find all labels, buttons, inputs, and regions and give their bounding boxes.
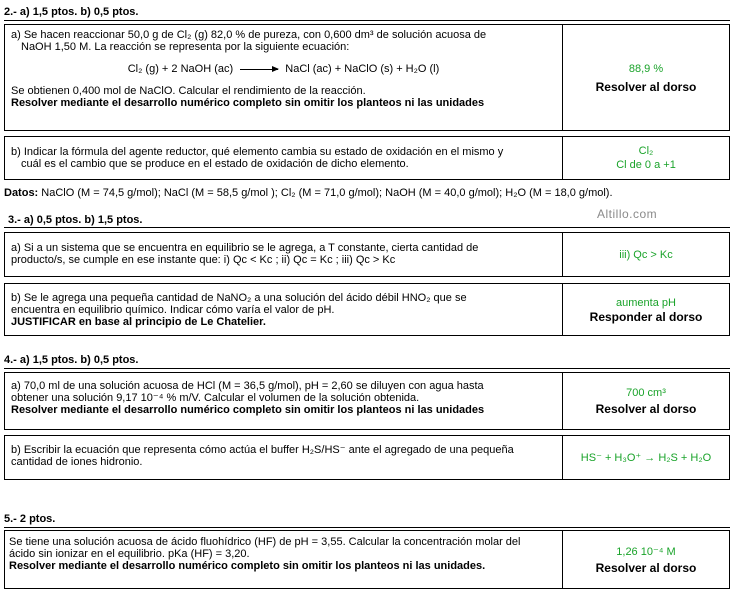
question-2a-line3: Se obtienen 0,400 mol de NaClO. Calcular el rendimiento de la reacción. <box>11 85 366 97</box>
answer-5-note: Resolver al dorso <box>595 560 697 575</box>
section-2-header: 2.- a) 1,5 ptos. b) 0,5 ptos. <box>4 6 730 21</box>
question-4a-line2: obtener una solución 9,17 10⁻⁴ % m/V. Calcular el volumen de la solución obtenida. <box>11 392 420 404</box>
question-2b-text <box>5 137 563 179</box>
question-5-text <box>5 531 563 588</box>
question-3a-line2: producto/s, se cumple en ese instante que: i) Qc < Kc ; ii) Qc = Kc ; iii) Qc > Kc <box>11 254 396 266</box>
question-3b-instruction: JUSTIFICAR en base al principio de Le Chatelier. <box>11 316 266 328</box>
answer-2b-change: Cl de 0 a +1 <box>616 159 676 171</box>
reaction-equation <box>11 63 556 75</box>
answer-2b-formula: Cl₂ <box>638 145 654 157</box>
question-2a-box <box>4 24 730 131</box>
question-2b-line1: b) Indicar la fórmula del agente reductor, qué elemento cambia su estado de oxidación en el mismo y <box>11 146 504 158</box>
question-4a-text <box>5 373 563 429</box>
answer-4a-value: 700 cm³ <box>626 387 666 399</box>
question-3b-line2: encuentra en equilibrio químico. Indicar cómo varía el valor de pH. <box>11 304 335 316</box>
question-2b-line2: cuál es el cambio que se produce en el estado de oxidación de dicho elemento. <box>21 158 409 170</box>
question-4b-box <box>4 435 730 480</box>
answer-3b-note: Responder al dorso <box>589 309 703 324</box>
question-2a-instruction: Resolver mediante el desarrollo numérico completo sin omitir los planteos ni las unidades <box>11 97 485 109</box>
section-3-header: 3.- a) 0,5 ptos. b) 1,5 ptos. <box>4 214 730 228</box>
question-3b-text <box>5 284 563 335</box>
answer-4b <box>563 436 729 479</box>
question-2a-text <box>5 25 563 130</box>
datos-text: NaClO (M = 74,5 g/mol); NaCl (M = 58,5 g/mol ); Cl₂ (M = 71,0 g/mol); NaOH (M = 40,0 g/mol); H₂O (M = 18,0 g/mol). <box>41 187 613 199</box>
question-4a-line1: a) 70,0 ml de una solución acuosa de HCl (M = 36,5 g/mol), pH = 2,60 se diluyen con agua hasta <box>11 380 484 392</box>
watermark: Altillo.com <box>597 207 658 221</box>
answer-2a-note: Resolver al dorso <box>595 79 697 94</box>
answer-2b <box>563 137 729 179</box>
question-4b-text <box>5 436 563 479</box>
answer-3a <box>563 233 729 276</box>
question-3b-line1: b) Se le agrega una pequeña cantidad de NaNO₂ a una solución del ácido débil HNO₂ que se <box>11 292 467 304</box>
section-4-header: 4.- a) 1,5 ptos. b) 0,5 ptos. <box>4 354 730 369</box>
question-2b-box <box>4 136 730 180</box>
question-4b-line2: cantidad de iones hidronio. <box>11 456 143 468</box>
question-3a-line1: a) Si a un sistema que se encuentra en equilibrio se le agrega, a T constante, cierta cantidad de <box>11 242 479 254</box>
reaction-arrow-icon <box>240 69 278 70</box>
answer-5 <box>563 531 729 588</box>
question-4b-line1: b) Escribir la ecuación que representa cómo actúa el buffer H₂S/HS⁻ ante el agregado de una pequeña <box>11 444 514 456</box>
question-2a-line1: a) Se hacen reaccionar 50,0 g de Cl₂ (g) 82,0 % de pureza, con 0,600 dm³ de solución acuosa de <box>11 29 487 41</box>
datos-line <box>4 187 730 199</box>
answer-3a-value: iii) Qc > Kc <box>619 248 673 261</box>
answer-2a-value: 88,9 % <box>628 62 664 75</box>
answer-2a <box>563 25 729 130</box>
question-3a-box <box>4 232 730 277</box>
question-5-line2: ácido sin ionizar en el equilibrio. pKa (HF) = 3,20. <box>9 548 250 560</box>
section-5-header: 5.- 2 ptos. <box>4 513 730 528</box>
question-3b-box <box>4 283 730 336</box>
equation-left: Cl₂ (g) + 2 NaOH (ac) <box>127 63 234 75</box>
equation-right: NaCl (ac) + NaClO (s) + H₂O (l) <box>285 63 440 75</box>
datos-label: Datos: <box>4 187 39 199</box>
question-3a-text <box>5 233 563 276</box>
question-4a-box <box>4 372 730 430</box>
answer-3b-value: aumenta pH <box>616 296 676 309</box>
answer-4b-equation: HS⁻ + H₃O⁺ → H₂S + H₂O <box>580 451 712 464</box>
question-5-instruction: Resolver mediante el desarrollo numérico completo sin omitir los planteos ni las unidades. <box>9 560 486 572</box>
question-4a-instruction: Resolver mediante el desarrollo numérico completo sin omitir los planteos ni las unidades <box>11 404 485 416</box>
question-5-box <box>4 530 730 589</box>
question-2a-line2: NaOH 1,50 M. La reacción se representa por la siguiente ecuación: <box>21 41 350 53</box>
answer-4a <box>563 373 729 429</box>
answer-4a-note: Resolver al dorso <box>595 402 697 416</box>
answer-3b <box>563 284 729 335</box>
question-5-line1: Se tiene una solución acuosa de ácido fluohídrico (HF) de pH = 3,55. Calcular la concentración molar del <box>9 536 521 548</box>
answer-5-value: 1,26 10⁻⁴ M <box>616 545 676 558</box>
